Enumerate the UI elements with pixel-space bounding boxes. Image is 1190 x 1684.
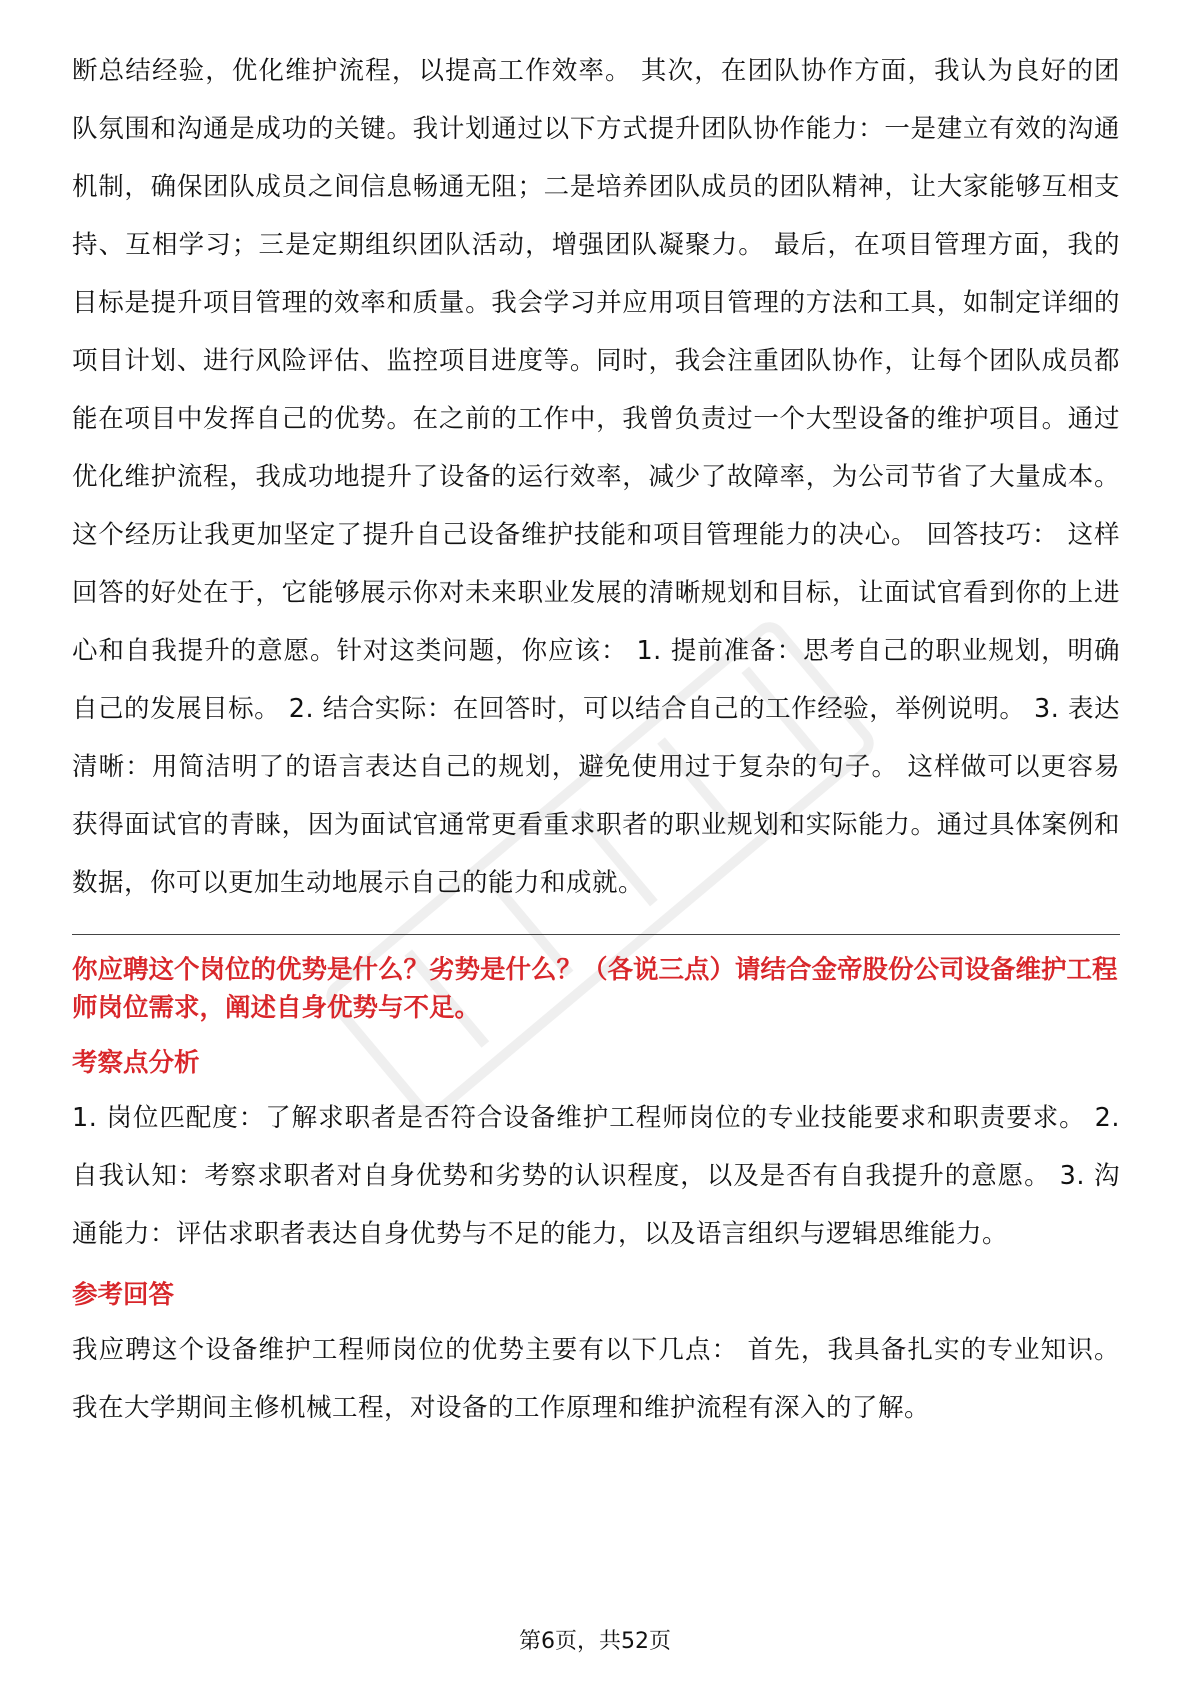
section-divider	[72, 934, 1120, 935]
document-body	[72, 42, 1120, 1437]
question-heading: 你应聘这个岗位的优势是什么？劣势是什么？（各说三点）请结合金帝股份公司设备维护工程师岗位需求，阐述自身优势与不足。	[72, 955, 1118, 1023]
page-number: 第6页，共52页	[519, 1629, 671, 1654]
answer-paragraph: 我应聘这个设备维护工程师岗位的优势主要有以下几点： 首先，我具备扎实的专业知识。我在大学期间主修机械工程，对设备的工作原理和维护流程有深入的了解。	[72, 1335, 1120, 1423]
answer-title: 参考回答	[72, 1280, 175, 1310]
analysis-title: 考察点分析	[72, 1048, 200, 1078]
intro-paragraph: 断总结经验，优化维护流程，以提高工作效率。 其次，在团队协作方面，我认为良好的团队氛围和沟通是成功的关键。我计划通过以下方式提升团队协作能力：一是建立有效的沟通机制，确保团队成员之间信息畅通无阻；二是培养团队成员的团队精神，让大家能够互相支持、互相学习；三是定期组织团队活动，增强团队凝聚力。 最后，在项目管理方面，我的目标是提升项目管理的效率和质量。我会学习并应用项目管理的方法和工具，如制定详细的项目计划、进行风险评估、监控项目进度等。同时，我会注重团队协作，让每个团队成员都能在项目中发挥自己的优势。在之前的工作中，我曾负责过一个大型设备的维护项目。通过优化维护流程，我成功地提升了设备的运行效率，减少了故障率，为公司节省了大量成本。这个经历让我更加坚定了提升自己设备维护技能和项目管理能力的决心。 回答技巧： 这样回答的好处在于，它能够展示你对未来职业发展的清晰规划和目标，让面试官看到你的上进心和自我提升的意愿。针对这类问题，你应该： 1. 提前准备：思考自己的职业规划，明确自己的发展目标。 2. 结合实际：在回答时，可以结合自己的工作经验，举例说明。 3. 表达清晰：用简洁明了的语言表达自己的规划，避免使用过于复杂的句子。 这样做可以更容易获得面试官的青睐，因为面试官通常更看重求职者的职业规划和实际能力。通过具体案例和数据，你可以更加生动地展示自己的能力和成就。	[72, 56, 1120, 898]
analysis-paragraph: 1. 岗位匹配度：了解求职者是否符合设备维护工程师岗位的专业技能要求和职责要求。 2. 自我认知：考察求职者对自身优势和劣势的认识程度，以及是否有自我提升的意愿。 3. 沟通能力：评估求职者表达自身优势与不足的能力，以及语言组织与逻辑思维能力。	[72, 1103, 1120, 1249]
